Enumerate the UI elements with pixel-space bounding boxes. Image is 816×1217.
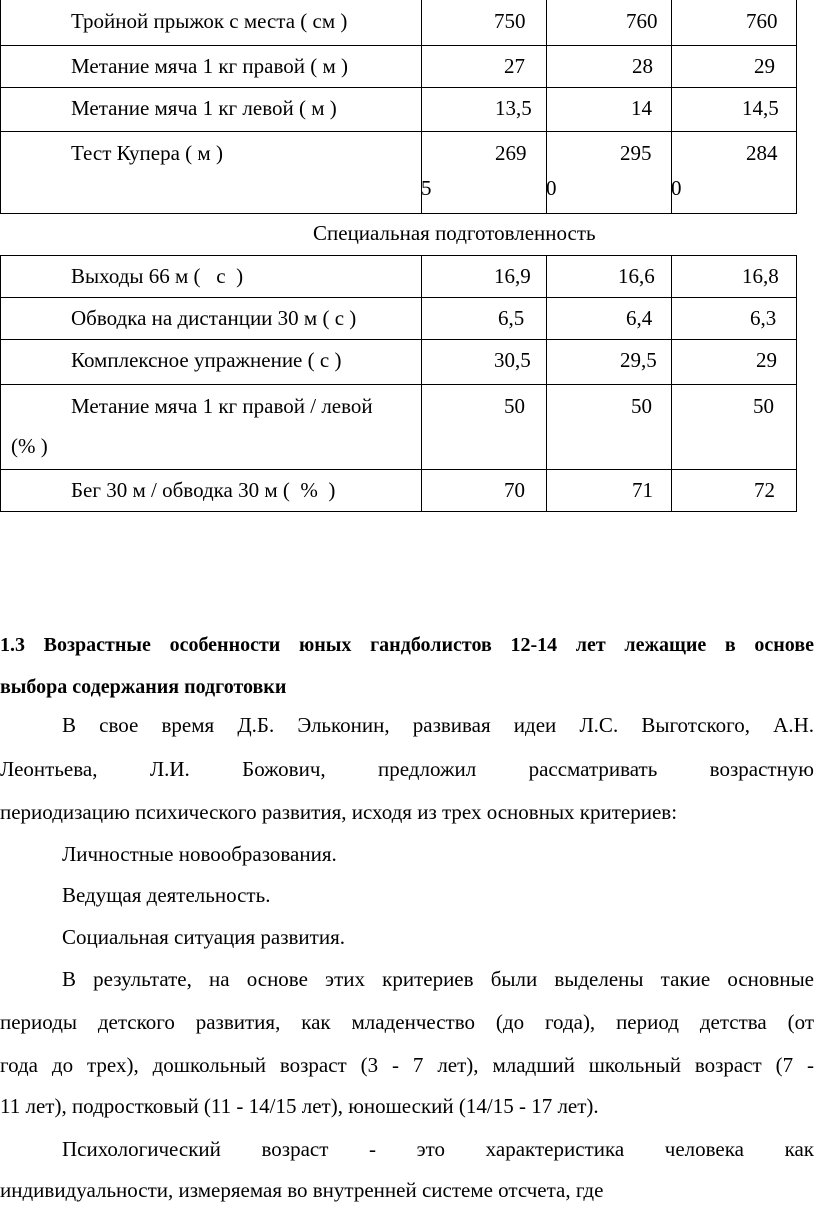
cell-value: 29 — [756, 348, 777, 372]
list-item: Социальная ситуация развития. — [62, 925, 345, 949]
table-row — [1, 0, 797, 46]
cell-value: 30,5 — [494, 348, 531, 372]
list-item: Ведущая деятельность. — [62, 883, 271, 907]
paragraph-line: периоды детского развития, как младенчество (до года), период детства (от — [0, 1010, 814, 1034]
cell-value: 72 — [754, 478, 775, 502]
paragraph-line: 11 лет), подростковый (11 - 14/15 лет), юношеский (14/15 - 17 лет). — [0, 1094, 599, 1118]
cell-value: 16,8 — [742, 264, 779, 288]
table-row — [1, 88, 797, 132]
cell-value: 27 — [504, 54, 525, 78]
cell-value: 50 — [504, 394, 525, 418]
cell-value: 14 — [631, 96, 652, 120]
paragraph-line: Психологический возраст - это характеристика человека как — [62, 1137, 814, 1161]
row-label: Метание мяча 1 кг правой ( м ) — [71, 54, 349, 78]
row-label: Комплексное упражнение ( с ) — [71, 348, 342, 372]
cell-value-wrap: 5 — [421, 176, 432, 200]
cell-value: 6,4 — [626, 306, 653, 330]
row-label-wrap: (% ) — [11, 434, 48, 458]
row-label: Выходы 66 м ( с ) — [71, 264, 244, 288]
cell-value-wrap: 0 — [671, 176, 682, 200]
cell-value: 269 — [495, 141, 527, 165]
list-item: Личностные новообразования. — [62, 842, 337, 866]
cell-value: 50 — [631, 394, 652, 418]
cell-value: 16,9 — [494, 264, 531, 288]
cell-value: 50 — [753, 394, 774, 418]
section-caption: Специальная подготовленность — [313, 221, 596, 245]
special-fitness-table — [0, 255, 797, 512]
cell-value: 70 — [504, 478, 525, 502]
row-label: Тест Купера ( м ) — [71, 141, 223, 165]
paragraph-line: года до трех), дошкольный возраст (3 - 7 лет), младший школьный возраст (7 - — [0, 1053, 814, 1077]
cell-value: 284 — [746, 141, 778, 165]
cell-value: 6,5 — [498, 306, 525, 330]
row-label: Метание мяча 1 кг левой ( м ) — [71, 96, 337, 120]
cell-value: 750 — [494, 9, 526, 33]
paragraph-line: В результате, на основе этих критериев были выделены такие основные — [62, 967, 814, 991]
cell-value: 29 — [754, 54, 775, 78]
table-row — [1, 470, 797, 512]
cell-value: 760 — [626, 9, 658, 33]
physical-fitness-table — [0, 0, 797, 214]
section-heading: 1.3 Возрастные особенности юных гандболистов 12-14 лет лежащие в основе — [0, 634, 814, 656]
table-row — [1, 256, 797, 298]
table-row — [1, 385, 797, 470]
cell-value: 295 — [620, 141, 652, 165]
cell-value: 71 — [632, 478, 653, 502]
cell-value: 14,5 — [742, 96, 779, 120]
row-label: Тройной прыжок с места ( см ) — [71, 9, 348, 33]
cell-value: 6,3 — [750, 306, 777, 330]
section-heading-line2: выбора содержания подготовки — [0, 676, 287, 698]
cell-value: 16,6 — [618, 264, 655, 288]
paragraph-line: периодизацию психического развития, исходя из трех основных критериев: — [0, 800, 678, 824]
table-row — [1, 46, 797, 88]
table-row — [1, 298, 797, 340]
paragraph-line: Леонтьева, Л.И. Божович, предложил рассматривать возрастную — [0, 757, 814, 781]
row-label: Бег 30 м / обводка 30 м ( % ) — [71, 478, 336, 502]
cell-value: 13,5 — [495, 96, 532, 120]
cell-value: 760 — [746, 9, 778, 33]
row-label: Обводка на дистанции 30 м ( с ) — [71, 306, 357, 330]
cell-value: 28 — [632, 54, 653, 78]
cell-value: 29,5 — [620, 348, 657, 372]
paragraph-line: В свое время Д.Б. Эльконин, развивая идеи Л.С. Выготского, А.Н. — [62, 713, 814, 737]
table-row — [1, 340, 797, 385]
table-row — [1, 132, 797, 214]
cell-value-wrap: 0 — [546, 176, 557, 200]
paragraph-line: индивидуальности, измеряемая во внутренней системе отсчета, где — [0, 1178, 604, 1202]
row-label: Метание мяча 1 кг правой / левой — [71, 394, 373, 418]
